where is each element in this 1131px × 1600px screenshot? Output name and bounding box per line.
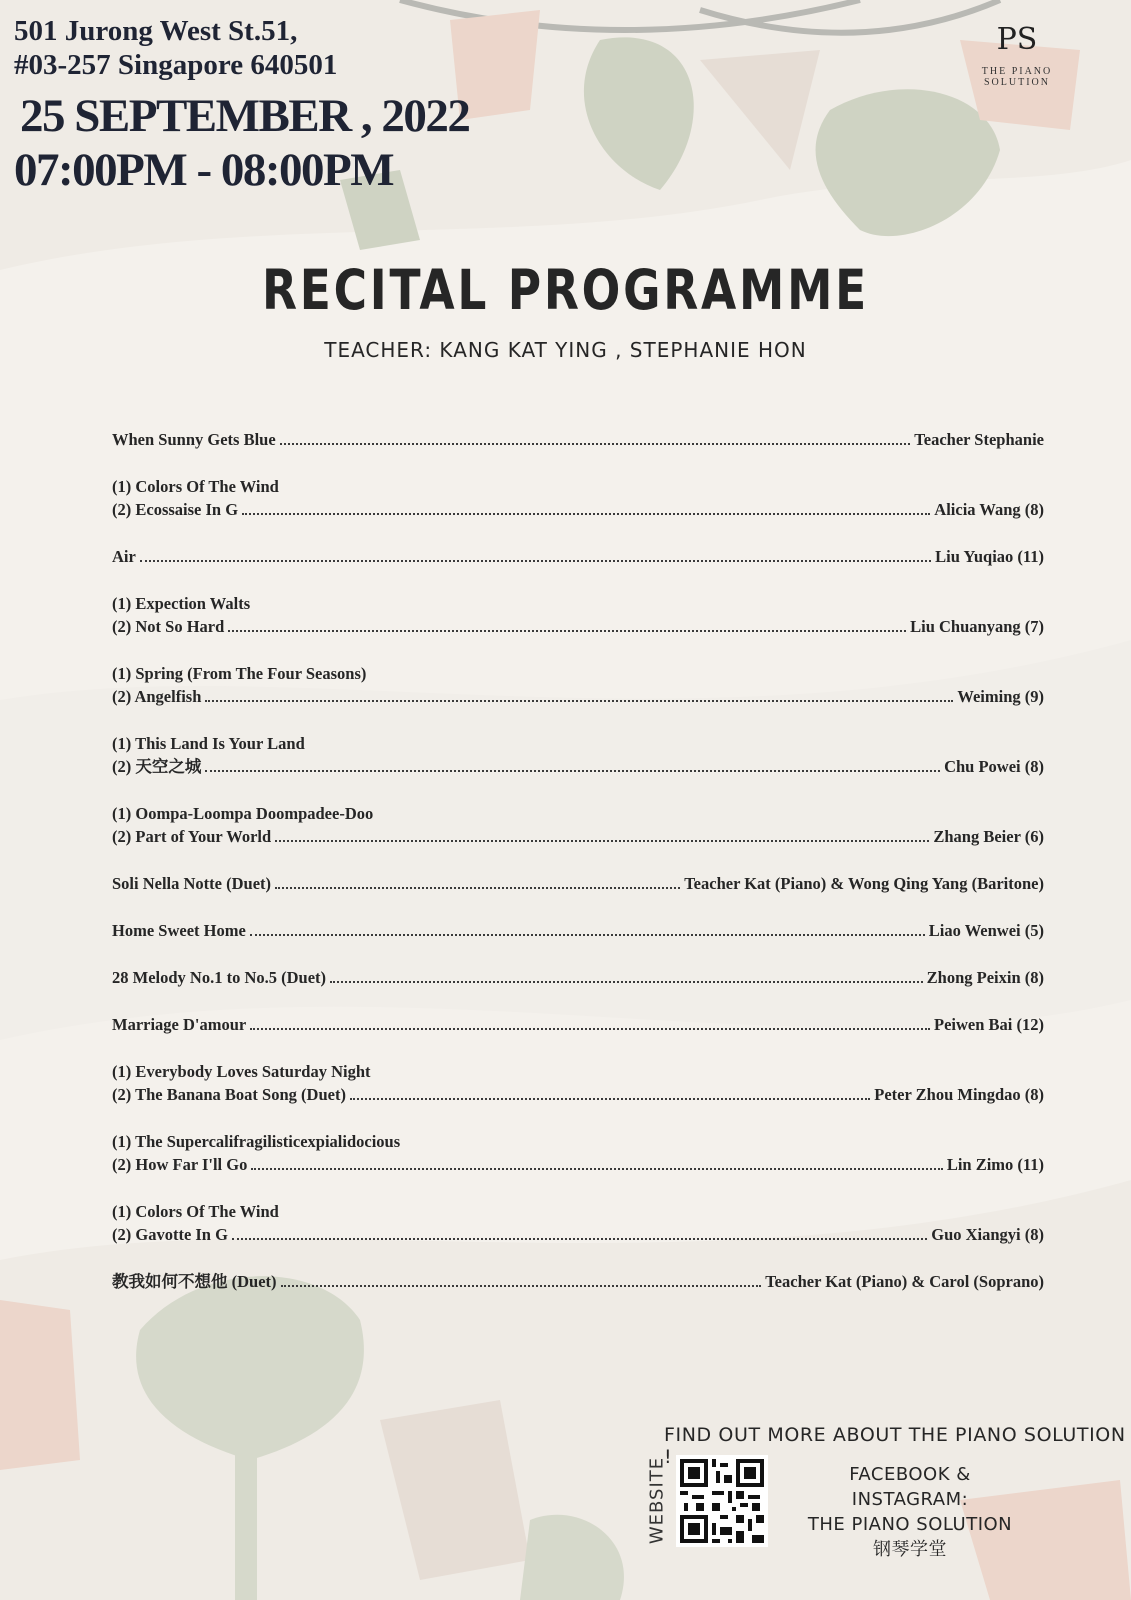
qr-code[interactable] xyxy=(676,1455,768,1547)
programme-line xyxy=(112,755,1044,778)
performer-name: Lin Zimo (11) xyxy=(946,1155,1044,1174)
address-line-1: 501 Jurong West St.51, xyxy=(14,15,298,47)
piece-title: (2) 天空之城 xyxy=(112,757,202,776)
programme-item xyxy=(112,428,1044,451)
logo-mark: PS xyxy=(996,22,1038,57)
dot-leader xyxy=(140,560,931,562)
programme-item xyxy=(112,802,1044,848)
programme-line-extra xyxy=(112,1060,1044,1083)
piece-title: (2) Gavotte In G xyxy=(112,1225,228,1244)
programme-item xyxy=(112,966,1044,989)
dot-leader xyxy=(205,700,953,702)
piece-title: (2) Angelfish xyxy=(112,687,202,706)
performer-name: Peter Zhou Mingdao (8) xyxy=(874,1085,1044,1104)
piece-title: (2) Not So Hard xyxy=(112,617,225,636)
piece-title: (1) The Supercalifragilisticexpialidocious xyxy=(112,1132,401,1151)
dot-leader xyxy=(275,840,929,842)
social-line-2: THE PIANO SOLUTION xyxy=(807,1514,1013,1535)
dot-leader xyxy=(275,887,680,889)
programme-item xyxy=(112,1270,1044,1293)
programme-item xyxy=(112,1130,1044,1176)
performer-name: Alicia Wang (8) xyxy=(934,500,1044,519)
venue-address xyxy=(14,14,337,82)
programme-line xyxy=(112,872,1044,895)
programme-line xyxy=(112,1153,1044,1176)
piece-title: (2) The Banana Boat Song (Duet) xyxy=(112,1085,346,1104)
programme-item xyxy=(112,545,1044,568)
dot-leader xyxy=(228,630,906,632)
programme-item xyxy=(112,662,1044,708)
logo-name: THE PIANO SOLUTION xyxy=(981,66,1053,88)
performer-name: Teacher Kat (Piano) & Carol (Soprano) xyxy=(765,1272,1044,1291)
dot-leader xyxy=(280,443,911,445)
piece-title: Home Sweet Home xyxy=(112,921,246,940)
programme-item xyxy=(112,872,1044,895)
programme-item xyxy=(112,475,1044,521)
programme-line-extra xyxy=(112,592,1044,615)
programme-item xyxy=(112,1060,1044,1106)
programme-line-extra xyxy=(112,802,1044,825)
qr-code-icon xyxy=(676,1455,768,1547)
programme-item xyxy=(112,1200,1044,1246)
dot-leader xyxy=(205,770,940,772)
programme-item xyxy=(112,1013,1044,1036)
performer-name: Zhang Beier (6) xyxy=(933,827,1044,846)
programme-item xyxy=(112,732,1044,778)
programme-line-extra xyxy=(112,475,1044,498)
performer-name: Teacher Kat (Piano) & Wong Qing Yang (Baritone) xyxy=(684,874,1044,893)
performer-name: Liu Chuanyang (7) xyxy=(910,617,1044,636)
programme-line xyxy=(112,685,1044,708)
piece-title: 28 Melody No.1 to No.5 (Duet) xyxy=(112,968,327,987)
programme-line-extra xyxy=(112,732,1044,755)
programme-line xyxy=(112,428,1044,451)
performer-name: Zhong Peixin (8) xyxy=(926,968,1044,987)
programme-line xyxy=(112,919,1044,942)
website-label-container xyxy=(646,1455,668,1547)
performer-name: Chu Powei (8) xyxy=(944,757,1044,776)
performer-name: Peiwen Bai (12) xyxy=(934,1015,1044,1034)
dot-leader xyxy=(250,934,925,936)
programme-line xyxy=(112,1083,1044,1106)
event-date: 25 SEPTEMBER , 2022 xyxy=(20,90,470,142)
dot-leader xyxy=(250,1028,930,1030)
programme-line xyxy=(112,1013,1044,1036)
programme-line xyxy=(112,498,1044,521)
piece-title: (1) Expection Walts xyxy=(112,594,251,613)
dot-leader xyxy=(232,1238,927,1240)
social-line-1: FACEBOOK & INSTAGRAM: xyxy=(849,1464,971,1510)
address-line-2: #03-257 Singapore 640501 xyxy=(14,49,338,81)
piece-title: (2) Part of Your World xyxy=(112,827,272,846)
dot-leader xyxy=(281,1285,762,1287)
leaf-top-right-icon xyxy=(816,89,1000,236)
footer-heading: FIND OUT MORE ABOUT THE PIANO SOLUTION ! xyxy=(664,1424,1126,1468)
piece-title: Marriage D'amour xyxy=(112,1015,247,1034)
performer-name: Weiming (9) xyxy=(957,687,1044,706)
piece-title: (2) Ecossaise In G xyxy=(112,500,239,519)
programme-list xyxy=(112,428,1044,1317)
performer-name: Teacher Stephanie xyxy=(914,430,1044,449)
social-line-3: 钢琴学堂 xyxy=(873,1539,947,1560)
teacher-line: TEACHER: KANG KAT YING , STEPHANIE HON xyxy=(324,338,807,362)
programme-line xyxy=(112,1223,1044,1246)
programme-line-extra xyxy=(112,1200,1044,1223)
piece-title: (1) This Land Is Your Land xyxy=(112,734,305,753)
programme-item xyxy=(112,919,1044,942)
website-label: WEBSITE xyxy=(646,1456,668,1545)
programme-line xyxy=(112,966,1044,989)
performer-name: Guo Xiangyi (8) xyxy=(931,1225,1044,1244)
piece-title: Soli Nella Notte (Duet) xyxy=(112,874,272,893)
piece-title: (1) Oompa-Loompa Doompadee-Doo xyxy=(112,804,374,823)
programme-item xyxy=(112,592,1044,638)
piece-title: Air xyxy=(112,547,136,566)
dot-leader xyxy=(330,981,923,983)
dot-leader xyxy=(242,513,930,515)
page-title: RECITAL PROGRAMME xyxy=(261,258,870,322)
performer-name: Liao Wenwei (5) xyxy=(928,921,1044,940)
piece-title: When Sunny Gets Blue xyxy=(112,430,276,449)
piece-title: (1) Spring (From The Four Seasons) xyxy=(112,664,367,683)
piece-title: (1) Colors Of The Wind xyxy=(112,1202,279,1221)
dot-leader xyxy=(251,1168,942,1170)
piece-title: (1) Everybody Loves Saturday Night xyxy=(112,1062,371,1081)
event-time: 07:00PM - 08:00PM xyxy=(14,144,394,196)
programme-line xyxy=(112,1270,1044,1293)
programme-line-extra xyxy=(112,662,1044,685)
logo xyxy=(947,10,1087,88)
performer-name: Liu Yuqiao (11) xyxy=(935,547,1044,566)
social-info xyxy=(790,1462,1030,1562)
piece-title: (1) Colors Of The Wind xyxy=(112,477,279,496)
dot-leader xyxy=(350,1098,870,1100)
programme-line-extra xyxy=(112,1130,1044,1153)
programme-line xyxy=(112,825,1044,848)
programme-line xyxy=(112,615,1044,638)
piece-title: 教我如何不想他 (Duet) xyxy=(112,1272,277,1291)
piece-title: (2) How Far I'll Go xyxy=(112,1155,248,1174)
programme-line xyxy=(112,545,1044,568)
